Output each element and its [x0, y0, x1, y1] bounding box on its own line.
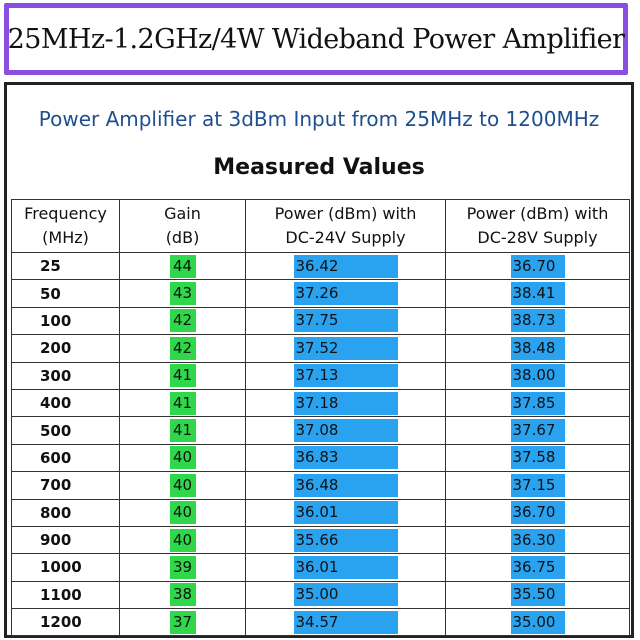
measurement-sheet — [4, 82, 634, 638]
frequency-cell — [12, 499, 120, 526]
power-24v-cell — [246, 253, 446, 280]
gain-cell-value: 40 — [170, 474, 196, 497]
frequency-cell-value: 700 — [40, 476, 72, 495]
header-power-24v-line2: DC-24V Supply — [285, 228, 406, 247]
gain-cell — [120, 472, 246, 499]
power-24v-cell-value: 36.83 — [294, 446, 398, 469]
power-28v-cell — [446, 253, 630, 280]
gain-cell — [120, 417, 246, 444]
banner-title: 25MHz-1.2GHz/4W Wideband Power Amplifier — [7, 23, 625, 55]
gain-cell — [120, 499, 246, 526]
gain-cell-value: 37 — [170, 611, 196, 634]
header-frequency-line2: (MHz) — [42, 228, 89, 247]
power-24v-cell-value: 37.52 — [294, 337, 398, 360]
gain-cell-value: 40 — [170, 501, 196, 524]
power-24v-cell-value: 35.00 — [294, 583, 398, 606]
power-24v-cell — [246, 417, 446, 444]
power-24v-cell — [246, 499, 446, 526]
gain-cell — [120, 444, 246, 471]
power-28v-cell-value: 38.73 — [511, 309, 565, 332]
gain-cell — [120, 280, 246, 307]
table-row — [12, 472, 630, 499]
header-frequency-line1: Frequency — [24, 204, 107, 223]
frequency-cell — [12, 280, 120, 307]
frequency-cell — [12, 554, 120, 581]
frequency-cell-value: 100 — [40, 311, 72, 330]
table-row — [12, 362, 630, 389]
frequency-cell-value: 800 — [40, 503, 72, 522]
frequency-cell — [12, 444, 120, 471]
header-gain-line2: (dB) — [165, 228, 200, 247]
power-28v-cell-value: 37.58 — [511, 446, 565, 469]
frequency-cell — [12, 472, 120, 499]
table-row — [12, 253, 630, 280]
gain-cell — [120, 362, 246, 389]
measurement-table — [11, 199, 630, 636]
frequency-cell — [12, 253, 120, 280]
power-28v-cell — [446, 307, 630, 334]
power-28v-cell — [446, 499, 630, 526]
power-24v-cell — [246, 307, 446, 334]
power-28v-cell-value: 38.41 — [511, 282, 565, 305]
frequency-cell — [12, 389, 120, 416]
table-row — [12, 389, 630, 416]
gain-cell-value: 42 — [170, 337, 196, 360]
power-24v-cell — [246, 335, 446, 362]
power-28v-cell — [446, 581, 630, 608]
gain-cell — [120, 554, 246, 581]
table-header-row — [12, 200, 630, 253]
gain-cell — [120, 335, 246, 362]
power-24v-cell — [246, 609, 446, 636]
frequency-cell-value: 25 — [40, 257, 61, 276]
power-24v-cell — [246, 526, 446, 553]
table-row — [12, 526, 630, 553]
header-power-24v — [246, 200, 446, 253]
power-28v-cell — [446, 362, 630, 389]
power-24v-cell-value: 36.42 — [294, 255, 398, 278]
frequency-cell — [12, 526, 120, 553]
table-row — [12, 307, 630, 334]
frequency-cell-value: 900 — [40, 531, 72, 550]
table-row — [12, 554, 630, 581]
frequency-cell-value: 400 — [40, 394, 72, 413]
gain-cell-value: 43 — [170, 282, 196, 305]
gain-cell-value: 39 — [170, 556, 196, 579]
power-24v-cell-value: 37.75 — [294, 309, 398, 332]
power-24v-cell-value: 37.18 — [294, 392, 398, 415]
power-28v-cell — [446, 417, 630, 444]
gain-cell-value: 40 — [170, 446, 196, 469]
frequency-cell — [12, 609, 120, 636]
power-28v-cell-value: 38.00 — [511, 364, 565, 387]
gain-cell-value: 41 — [170, 392, 196, 415]
sheet-heading: Measured Values — [213, 155, 425, 180]
frequency-cell-value: 1000 — [40, 558, 82, 577]
gain-cell-value: 42 — [170, 309, 196, 332]
power-24v-cell-value: 35.66 — [294, 529, 398, 552]
gain-cell-value: 44 — [170, 255, 196, 278]
frequency-cell-value: 1100 — [40, 585, 82, 604]
header-gain — [120, 200, 246, 253]
title-banner — [4, 3, 628, 75]
power-28v-cell — [446, 389, 630, 416]
power-24v-cell-value: 37.08 — [294, 419, 398, 442]
table-row — [12, 335, 630, 362]
power-24v-cell-value: 36.48 — [294, 474, 398, 497]
power-28v-cell-value: 35.50 — [511, 583, 565, 606]
power-28v-cell-value: 38.48 — [511, 337, 565, 360]
frequency-cell — [12, 362, 120, 389]
table-row — [12, 417, 630, 444]
power-28v-cell-value: 36.70 — [511, 501, 565, 524]
header-frequency — [12, 200, 120, 253]
gain-cell-value: 41 — [170, 419, 196, 442]
frequency-cell-value: 500 — [40, 421, 72, 440]
power-28v-cell-value: 37.85 — [511, 392, 565, 415]
gain-cell — [120, 609, 246, 636]
power-24v-cell-value: 34.57 — [294, 611, 398, 634]
gain-cell — [120, 581, 246, 608]
frequency-cell — [12, 335, 120, 362]
frequency-cell-value: 50 — [40, 284, 61, 303]
frequency-cell — [12, 417, 120, 444]
power-24v-cell — [246, 554, 446, 581]
power-28v-cell — [446, 335, 630, 362]
table-row — [12, 499, 630, 526]
header-gain-line1: Gain — [164, 204, 201, 223]
table-row — [12, 444, 630, 471]
header-power-28v — [446, 200, 630, 253]
table-row — [12, 609, 630, 636]
header-power-24v-line1: Power (dBm) with — [274, 204, 417, 223]
table-body — [12, 253, 630, 636]
power-28v-cell-value: 36.30 — [511, 529, 565, 552]
frequency-cell-value: 300 — [40, 366, 72, 385]
frequency-cell-value: 200 — [40, 339, 72, 358]
power-28v-cell — [446, 280, 630, 307]
frequency-cell-value: 1200 — [40, 613, 82, 632]
power-28v-cell-value: 37.67 — [511, 419, 565, 442]
gain-cell — [120, 307, 246, 334]
power-24v-cell — [246, 362, 446, 389]
power-28v-cell — [446, 609, 630, 636]
power-28v-cell-value: 37.15 — [511, 474, 565, 497]
gain-cell — [120, 389, 246, 416]
power-24v-cell-value: 36.01 — [294, 501, 398, 524]
gain-cell-value: 41 — [170, 364, 196, 387]
power-28v-cell-value: 36.75 — [511, 556, 565, 579]
table-row — [12, 280, 630, 307]
gain-cell — [120, 526, 246, 553]
power-28v-cell-value: 35.00 — [511, 611, 565, 634]
sheet-subtitle: Power Amplifier at 3dBm Input from 25MHz to 1200MHz — [38, 107, 600, 131]
power-24v-cell — [246, 444, 446, 471]
gain-cell-value: 38 — [170, 583, 196, 606]
power-24v-cell — [246, 472, 446, 499]
power-24v-cell — [246, 581, 446, 608]
gain-cell — [120, 253, 246, 280]
power-28v-cell — [446, 554, 630, 581]
power-28v-cell — [446, 444, 630, 471]
gain-cell-value: 40 — [170, 529, 196, 552]
header-power-28v-line2: DC-28V Supply — [477, 228, 598, 247]
table-row — [12, 581, 630, 608]
frequency-cell — [12, 581, 120, 608]
power-24v-cell — [246, 389, 446, 416]
power-24v-cell-value: 37.13 — [294, 364, 398, 387]
frequency-cell — [12, 307, 120, 334]
frequency-cell-value: 600 — [40, 448, 72, 467]
power-24v-cell-value: 36.01 — [294, 556, 398, 579]
header-power-28v-line1: Power (dBm) with — [466, 204, 609, 223]
power-28v-cell — [446, 526, 630, 553]
power-24v-cell-value: 37.26 — [294, 282, 398, 305]
power-28v-cell — [446, 472, 630, 499]
power-28v-cell-value: 36.70 — [511, 255, 565, 278]
power-24v-cell — [246, 280, 446, 307]
